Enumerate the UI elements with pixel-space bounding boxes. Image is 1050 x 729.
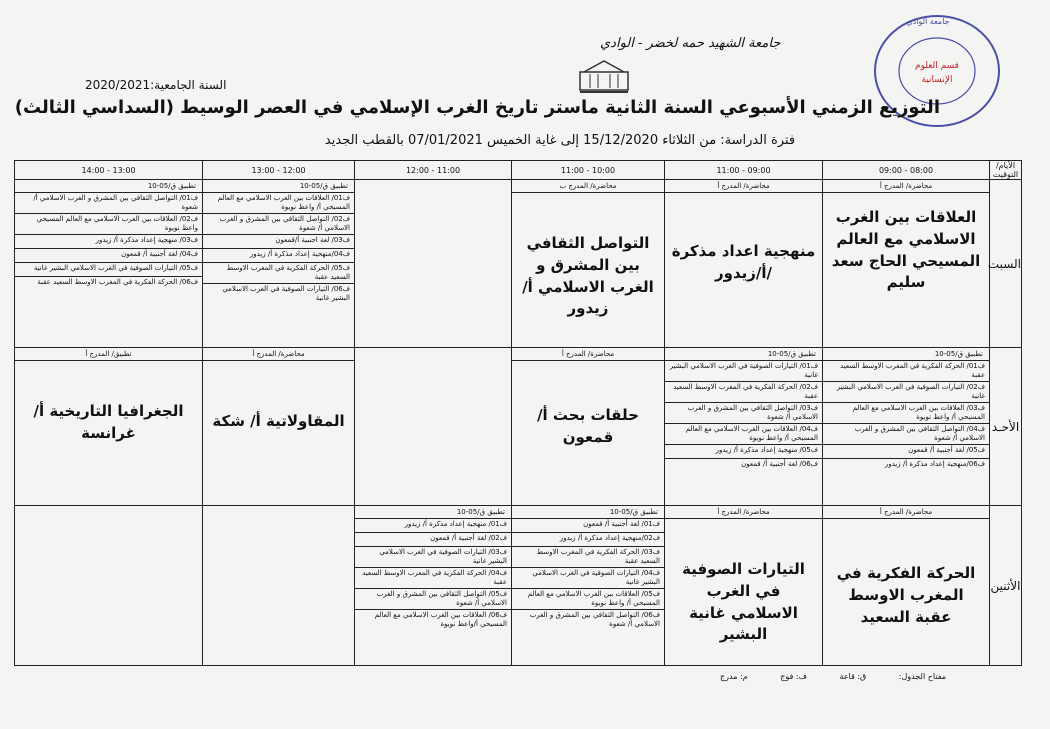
cell-sat-3: [512, 180, 665, 348]
group-row: ف03/ لغة اجنبية أ/قمعون: [203, 235, 354, 249]
lecture-place: محاضرة/ المدرج أ: [512, 348, 664, 361]
group-row: ف01/ التواصل الثقافي بين المشرق و الغرب الاسلامي أ/ شعوة: [15, 193, 202, 214]
group-row: ف01/ منهجية إعداد مذكرة أ/ زيدور: [355, 519, 511, 533]
group-row: ف02/منهجية إعداد مذكرة أ/ زيدور: [512, 533, 664, 547]
cell-mon-1: [823, 506, 990, 666]
lecture-title: منهجية اعداد مذكرة /أ/زيدور: [671, 242, 816, 282]
group-row: ف01/ العلاقات بين الغرب الاسلامي مع العالم المسيحي أ/ واعظ نويوة: [203, 193, 354, 214]
study-period: فترة الدراسة: من الثلاثاء 15/12/2020 إلى غاية الخميس 07/01/2021 بالقطب الجديد: [324, 133, 796, 148]
cell-sun-1: [823, 348, 990, 506]
time-slot-3: 10:00 - 11:00: [512, 161, 665, 180]
group-row: ف02/ التيارات الصوفية في الغرب الاسلامي البشير غانية: [823, 382, 989, 403]
lecture-place: محاضرة/ المدرج أ: [203, 348, 354, 361]
group-row: ف06/ الحركة الفكرية في المغرب الاوسط السعيد عقبة: [37, 278, 198, 286]
lecture-place: محاضرة/ المدرج أ: [823, 180, 989, 193]
time-slot-6: 13:00 - 14:00: [15, 161, 203, 180]
group-row: ف05/ منهجية إعداد مذكرة أ/ زيدور: [665, 445, 822, 459]
lecture-title: التواصل الثقافي بين المشرق و الغرب الاسلامي أ/ زيدور: [522, 234, 654, 318]
group-row: ف01/ لغة أجنبية أ/ قمعون: [512, 519, 664, 533]
legend-room: ق: قاعة: [839, 672, 867, 681]
svg-text:الإنسانية: الإنسانية: [921, 75, 953, 85]
tutorial-header: تطبيق ق/05-10: [355, 506, 511, 519]
lecture-title: المقاولاتية أ/ شكة: [212, 412, 345, 430]
cell-mon-3: [512, 506, 665, 666]
group-row: ف02/ لغة أجنبية أ/ قمعون: [355, 533, 511, 547]
cell-sun-2: [665, 348, 823, 506]
cell-sun-3: [512, 348, 665, 506]
cell-sun-5: [203, 348, 355, 506]
lecture-title: العلاقات بين الغرب الاسلامي مع العالم المسيحي الحاج سعد سليم: [831, 208, 981, 292]
group-row: ف02/ التواصل الثقافي بين المشرق و الغرب الاسلامي أ/ شعوة: [203, 214, 354, 235]
day-row-sunday: [15, 348, 1022, 506]
lecture-place: تطبيق/ المدرج أ: [15, 348, 202, 361]
group-row: ف04/منهجية إعداد مذكرة أ/ زيدور: [203, 249, 354, 263]
corner-header: الأيام/التوقيت: [990, 161, 1022, 180]
cell-sat-1: [823, 180, 990, 348]
day-row-monday: [15, 506, 1022, 666]
group-row: ف06/منهجية إعداد مذكرة أ/ زيدور: [884, 460, 985, 468]
cell-sun-4-empty: [355, 348, 512, 506]
cell-sat-5: [203, 180, 355, 348]
time-slot-2: 09:00 - 11:00: [665, 161, 823, 180]
group-row: ف06/ العلاقات بين الغرب الاسلامي مع العالم المسيحي أ/واعظ نويوة: [374, 611, 507, 628]
svg-text:جامعة الوادي: جامعة الوادي: [906, 17, 950, 26]
group-row: ف06/ التيارات الصوفية في الغرب الاسلامي البشير غانية: [222, 285, 350, 302]
group-row: ف03/ منهجية إعداد مذكرة أ/ زيدور: [15, 235, 202, 249]
cell-mon-6-empty: [15, 506, 203, 666]
group-row: ف04/ التيارات الصوفية في الغرب الاسلامي البشير غانية: [512, 568, 664, 589]
cell-sun-6: [15, 348, 203, 506]
group-row: ف04/ الحركة الفكرية في المغرب الاوسط السعيد عقبة: [355, 568, 511, 589]
lecture-title: الحركة الفكرية في المغرب الاوسط عقبة السعيد: [836, 564, 976, 626]
lecture-title: التيارات الصوفية في الغرب الاسلامي غانية البشير: [682, 560, 805, 644]
timetable: [14, 160, 1022, 666]
cell-mon-5-empty: [203, 506, 355, 666]
group-row: ف03/ العلاقات بين الغرب الاسلامي مع العالم المسيحي أ/ واعظ نويوة: [823, 403, 989, 424]
group-row: ف05/ العلاقات بين الغرب الاسلامي مع العالم المسيحي أ/ واعظ نويوة: [512, 589, 664, 610]
time-slot-4: 11:00 - 12:00: [355, 161, 512, 180]
legend-key: مفتاح الجدول:: [898, 672, 947, 681]
group-row: ف06/ لغة أجنبية أ/ قمعون: [741, 460, 818, 468]
group-row: ف04/ التواصل الثقافي بين المشرق و الغرب الاسلامي أ/ شعوة: [823, 424, 989, 445]
group-row: ف03/ التواصل الثقافي بين المشرق و الغرب الاسلامي أ/ شعوة: [665, 403, 822, 424]
tutorial-header: تطبيق ق/05-10: [665, 348, 822, 361]
cell-sat-6: [15, 180, 203, 348]
group-row: ف06/ التواصل الثقافي بين المشرق و الغرب الاسلامي أ/ شعوة: [529, 611, 660, 628]
group-row: ف05/ الحركة الفكرية في المغرب الاوسط السعيد عقبة: [203, 263, 354, 284]
day-row-saturday: [15, 180, 1022, 348]
cell-mon-4: [355, 506, 512, 666]
tutorial-header: تطبيق ق/05-10: [15, 180, 202, 193]
page-title: التوزيع الزمني الأسبوعي السنة الثانية ماستر تاريخ الغرب الإسلامي في العصر الوسيط (السداسي الثالث): [14, 97, 940, 118]
cell-mon-2: [665, 506, 823, 666]
lecture-place: محاضرة/ المدرج أ: [823, 506, 989, 519]
tutorial-header: تطبيق ق/05-10: [823, 348, 989, 361]
group-row: ف01/ الحركة الفكرية في المغرب الاوسط السعيد عقبة: [823, 361, 989, 382]
lecture-place: محاضرة/ المدرج أ: [665, 180, 822, 193]
day-monday: الأثنين: [990, 506, 1022, 666]
legend-group: ف: فوج: [780, 672, 807, 681]
group-row: ف05/ التيارات الصوفية في الغرب الاسلامي البشير غانية: [15, 263, 202, 277]
university-logo: [578, 58, 630, 94]
group-row: ف05/ التواصل الثقافي بين المشرق و الغرب الاسلامي أ/ شعوة: [355, 589, 511, 610]
group-row: ف04/ العلاقات بين الغرب الاسلامي مع العالم المسيحي أ/ واعظ نويوة: [665, 424, 822, 445]
group-row: ف02/ العلاقات بين الغرب الاسلامي مع العالم المسيحي واعظ نويوة: [15, 214, 202, 235]
group-row: ف03/ التيارات الصوفية في الغرب الاسلامي البشير غانية: [355, 547, 511, 568]
tutorial-header: تطبيق ق/05-10: [203, 180, 354, 193]
svg-text:قسم العلوم: قسم العلوم: [915, 61, 959, 71]
university-name: جامعة الشهيد حمه لخضر - الوادي: [600, 36, 781, 51]
day-sunday: الأحـد: [990, 348, 1022, 506]
lecture-title: حلقات بحث أ/قمعون: [537, 406, 639, 446]
lecture-title: الجغرافيا التاريخية أ/غرانسة: [33, 402, 184, 442]
time-slot-5: 12:00 - 13:00: [203, 161, 355, 180]
group-row: ف04/ لغة أجنبية أ/ قمعون: [15, 249, 202, 263]
cell-sat-2: [665, 180, 823, 348]
time-header-row: [15, 161, 1022, 180]
group-row: ف03/ الحركة الفكرية في المغرب الاوسط السعيد عقبة: [512, 547, 664, 568]
group-row: ف02/ الحركة الفكرية في المغرب الاوسط السعيد عقبة: [665, 382, 822, 403]
tutorial-header: تطبيق ق/05-10: [512, 506, 664, 519]
lecture-place: محاضرة/ المدرج أ: [665, 506, 822, 519]
legend-amphi: م: مدرج: [720, 672, 748, 681]
group-row: ف05/ لغة أجنبية أ/ قمعون: [823, 445, 989, 459]
cell-sat-4-empty: [355, 180, 512, 348]
lecture-place: محاضرة/ المدرج ب: [512, 180, 664, 193]
table-legend: [690, 672, 946, 681]
day-saturday: السبت: [990, 180, 1022, 348]
group-row: ف01/ التيارات الصوفية في الغرب الاسلامي البشير غانية: [665, 361, 822, 382]
time-slot-1: 08:00 - 09:00: [823, 161, 990, 180]
academic-year: السنة الجامعية:2020/2021: [85, 78, 227, 92]
